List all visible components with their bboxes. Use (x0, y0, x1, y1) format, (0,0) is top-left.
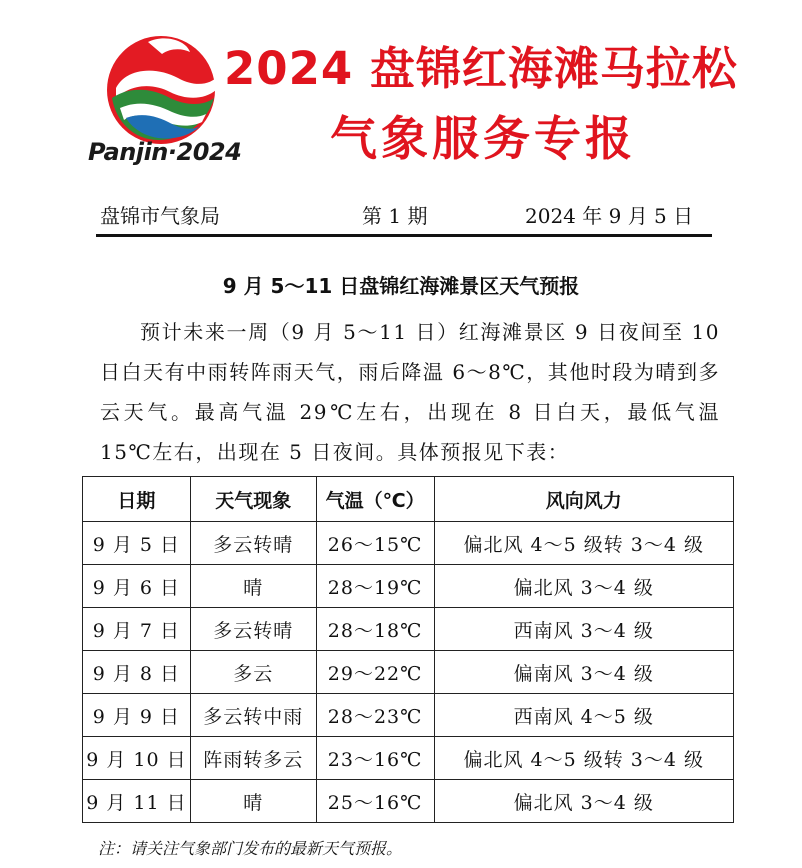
issue-date: 2024 年 9 月 5 日 (525, 204, 694, 228)
cell-date: 9 月 5 日 (83, 522, 191, 565)
table-row (83, 737, 734, 780)
cell-wind: 偏北风 3～4 级 (434, 780, 733, 823)
cell-temperature: 28～19℃ (316, 565, 434, 608)
table-row (83, 565, 734, 608)
cell-wind: 西南风 3～4 级 (434, 608, 733, 651)
cell-wind: 偏北风 4～5 级转 3～4 级 (434, 522, 733, 565)
cell-wind: 偏南风 3～4 级 (434, 651, 733, 694)
report-paragraph: 预计未来一周（9 月 5～11 日）红海滩景区 9 日夜间至 10 日白天有中雨转阵雨天气，雨后降温 6～8℃，其他时段为晴到多云天气。最高气温 29℃左右，出现在 8 日白天，最低气温 15℃左右，出现在 5 日夜间。具体预报见下表： (100, 320, 720, 464)
table-header-row (83, 477, 734, 522)
cell-temperature: 29～22℃ (316, 651, 434, 694)
cell-date: 9 月 10 日 (83, 737, 191, 780)
header-divider (96, 234, 712, 237)
cell-temperature: 23～16℃ (316, 737, 434, 780)
issue-number: 第 1 期 (362, 204, 428, 228)
cell-weather: 阵雨转多云 (190, 737, 316, 780)
title-line-1: 2024 盘锦红海滩马拉松 (224, 42, 738, 95)
cell-date: 9 月 9 日 (83, 694, 191, 737)
header-weather: 天气现象 (190, 477, 316, 522)
cell-date: 9 月 6 日 (83, 565, 191, 608)
cell-wind: 偏北风 4～5 级转 3～4 级 (434, 737, 733, 780)
cell-date: 9 月 11 日 (83, 780, 191, 823)
title-line-2: 气象服务专报 (330, 112, 636, 167)
cell-weather: 多云 (190, 651, 316, 694)
cell-temperature: 28～18℃ (316, 608, 434, 651)
cell-date: 9 月 7 日 (83, 608, 191, 651)
cell-wind: 西南风 4～5 级 (434, 694, 733, 737)
cell-weather: 多云转晴 (190, 608, 316, 651)
issuing-organization: 盘锦市气象局 (100, 204, 220, 228)
cell-temperature: 26～15℃ (316, 522, 434, 565)
table-row (83, 522, 734, 565)
forecast-table (82, 476, 734, 823)
cell-temperature: 28～23℃ (316, 694, 434, 737)
header-date: 日期 (83, 477, 191, 522)
footnote: 注：请关注气象部门发布的最新天气预报。 (98, 839, 403, 858)
cell-wind: 偏北风 3～4 级 (434, 565, 733, 608)
logo-text: Panjin·2024 (88, 138, 242, 166)
cell-temperature: 25～16℃ (316, 780, 434, 823)
cell-date: 9 月 8 日 (83, 651, 191, 694)
header-wind: 风向风力 (434, 477, 733, 522)
header-temperature: 气温（℃） (316, 477, 434, 522)
report-heading: 9 月 5～11 日盘锦红海滩景区天气预报 (222, 274, 580, 298)
table-row (83, 651, 734, 694)
cell-weather: 多云转晴 (190, 522, 316, 565)
cell-weather: 晴 (190, 565, 316, 608)
cell-weather: 晴 (190, 780, 316, 823)
table-row (83, 694, 734, 737)
table-row (83, 608, 734, 651)
table-row (83, 780, 734, 823)
cell-weather: 多云转中雨 (190, 694, 316, 737)
